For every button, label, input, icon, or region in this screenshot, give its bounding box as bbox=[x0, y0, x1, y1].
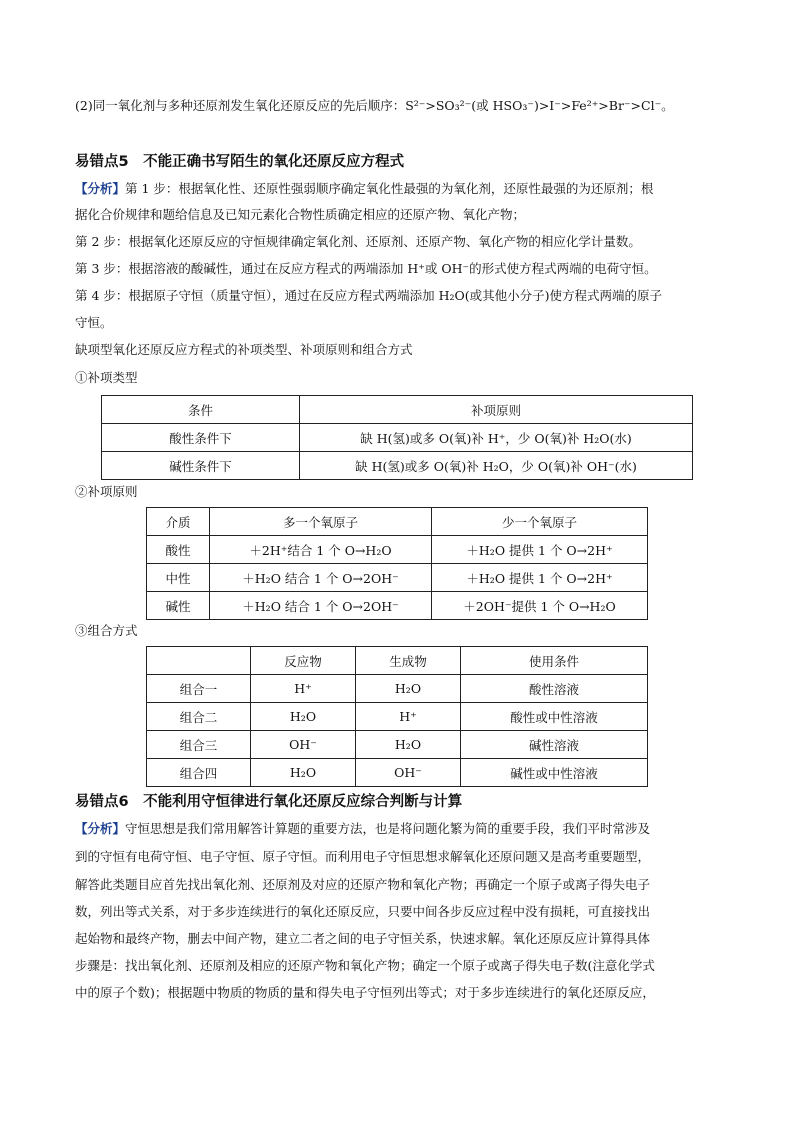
table-row bbox=[147, 759, 648, 787]
table-cell: 酸性条件下 bbox=[102, 424, 300, 452]
table-cell: ＋2H⁺结合 1 个 O→H₂O bbox=[210, 536, 432, 564]
section6-line-2: 到的守恒有电荷守恒、电子守恒、原子守恒。而利用电子守恒思想求解氧化还原问题又是高考重要题型， bbox=[75, 849, 651, 864]
table-cell: 缺 H(氢)或多 O(氧)补 H₂O，少 O(氧)补 OH⁻(水) bbox=[300, 452, 693, 480]
analysis-tag: 【分析】 bbox=[75, 821, 126, 836]
table-row bbox=[147, 592, 648, 620]
table-cell: ＋H₂O 结合 1 个 O→2OH⁻ bbox=[210, 592, 432, 620]
table-row bbox=[147, 536, 648, 564]
table-cell: 组合二 bbox=[147, 703, 251, 731]
table-cell: 碱性条件下 bbox=[102, 452, 300, 480]
table-header-cell: 少一个氧原子 bbox=[432, 508, 648, 536]
table-cell: 组合一 bbox=[147, 675, 251, 703]
subheading-combination: ③组合方式 bbox=[75, 623, 138, 638]
section5-title: 易错点5 不能正确书写陌生的氧化还原反应方程式 bbox=[75, 154, 405, 170]
section6-line-7: 中的原子个数)；根据题中物质的物质的量和得失电子守恒列出等式；对于多步连续进行的氧化还原反应， bbox=[75, 985, 655, 1000]
table-cell: OH⁻ bbox=[251, 731, 356, 759]
intro-line: (2)同一氧化剂与多种还原剂发生氧化还原反应的先后顺序：S²⁻>SO₃²⁻(或 HSO₃⁻)>I⁻>Fe²⁺>Br⁻>Cl⁻。 bbox=[75, 98, 674, 113]
section5-line-1: 【分析】第 1 步：根据氧化性、还原性强弱顺序确定氧化性最强的为氧化剂，还原性最强的为还原剂；根 bbox=[75, 181, 654, 196]
table-cell: 酸性溶液 bbox=[461, 675, 648, 703]
section6-line-6: 步骤是：找出氧化剂、还原剂及相应的还原产物和氧化产物；确定一个原子或离子得失电子数(注意化学式 bbox=[75, 958, 655, 973]
subheading-fill-principle: ②补项原则 bbox=[75, 484, 138, 499]
table-cell: H₂O bbox=[356, 675, 461, 703]
table-header-cell: 补项原则 bbox=[300, 396, 693, 424]
section6-line-4: 数，列出等式关系，对于多步连续进行的氧化还原反应，只要中间各步反应过程中没有损耗，可直接找出 bbox=[75, 904, 651, 919]
table-cell: OH⁻ bbox=[356, 759, 461, 787]
section6-line-3: 解答此类题目应首先找出氧化剂、还原剂及对应的还原产物和氧化产物；再确定一个原子或离子得失电子 bbox=[75, 877, 651, 892]
table-header-cell: 使用条件 bbox=[461, 647, 648, 675]
section5-line-4: 第 3 步：根据溶液的酸碱性，通过在反应方程式的两端添加 H⁺或 OH⁻的形式使方程式两端的电荷守恒。 bbox=[75, 261, 657, 276]
table-header-cell: 反应物 bbox=[251, 647, 356, 675]
table-header-cell: 条件 bbox=[102, 396, 300, 424]
table-header-cell bbox=[147, 647, 251, 675]
table-cell: 酸性或中性溶液 bbox=[461, 703, 648, 731]
section5-line-6: 守恒。 bbox=[75, 315, 113, 330]
table-row bbox=[102, 452, 693, 480]
table-row bbox=[147, 731, 648, 759]
table-cell: 组合四 bbox=[147, 759, 251, 787]
analysis-tag: 【分析】 bbox=[75, 181, 126, 196]
section5-line-5: 第 4 步：根据原子守恒（质量守恒），通过在反应方程式两端添加 H₂O(或其他小分子)使方程式两端的原子 bbox=[75, 288, 663, 303]
section6-title: 易错点6 不能利用守恒律进行氧化还原反应综合判断与计算 bbox=[75, 794, 463, 810]
table-row bbox=[147, 703, 648, 731]
table-header-cell: 生成物 bbox=[356, 647, 461, 675]
combination-table bbox=[146, 646, 648, 787]
section5-line-3: 第 2 步：根据氧化还原反应的守恒规律确定氧化剂、还原剂、还原产物、氧化产物的相应化学计量数。 bbox=[75, 234, 641, 249]
subheading-fill-type: ①补项类型 bbox=[75, 370, 138, 385]
table-header-row bbox=[147, 508, 648, 536]
table-row bbox=[147, 564, 648, 592]
table-cell: ＋H₂O 提供 1 个 O→2H⁺ bbox=[432, 564, 648, 592]
table-header-cell: 介质 bbox=[147, 508, 210, 536]
table-cell: 缺 H(氢)或多 O(氧)补 H⁺，少 O(氧)补 H₂O(水) bbox=[300, 424, 693, 452]
table-header-row bbox=[147, 647, 648, 675]
section5-line-2: 据化合价规律和题给信息及已知元素化合物性质确定相应的还原产物、氧化产物； bbox=[75, 207, 526, 222]
table-header-row bbox=[102, 396, 693, 424]
table-cell: ＋2OH⁻提供 1 个 O→H₂O bbox=[432, 592, 648, 620]
table-header-cell: 多一个氧原子 bbox=[210, 508, 432, 536]
section6-line-5: 起始物和最终产物，删去中间产物，建立二者之间的电子守恒关系，快速求解。氧化还原反应计算得具体 bbox=[75, 931, 651, 946]
table-cell: 碱性溶液 bbox=[461, 731, 648, 759]
section6-line-1: 【分析】守恒思想是我们常用解答计算题的重要方法，也是将问题化繁为简的重要手段，我们平时常涉及 bbox=[75, 821, 651, 836]
table-cell: 碱性 bbox=[147, 592, 210, 620]
table-cell: ＋H₂O 结合 1 个 O→2OH⁻ bbox=[210, 564, 432, 592]
table-cell: 酸性 bbox=[147, 536, 210, 564]
table-cell: H⁺ bbox=[356, 703, 461, 731]
table-cell: H₂O bbox=[251, 703, 356, 731]
table-cell: H₂O bbox=[356, 731, 461, 759]
table-row bbox=[147, 675, 648, 703]
table-cell: H₂O bbox=[251, 759, 356, 787]
section5-line-7: 缺项型氧化还原反应方程式的补项类型、补项原则和组合方式 bbox=[75, 342, 413, 357]
table-cell: 中性 bbox=[147, 564, 210, 592]
fill-type-table bbox=[101, 395, 693, 480]
table-row bbox=[102, 424, 693, 452]
table-cell: H⁺ bbox=[251, 675, 356, 703]
table-cell: 碱性或中性溶液 bbox=[461, 759, 648, 787]
fill-principle-table bbox=[146, 507, 648, 620]
table-cell: ＋H₂O 提供 1 个 O→2H⁺ bbox=[432, 536, 648, 564]
table-cell: 组合三 bbox=[147, 731, 251, 759]
